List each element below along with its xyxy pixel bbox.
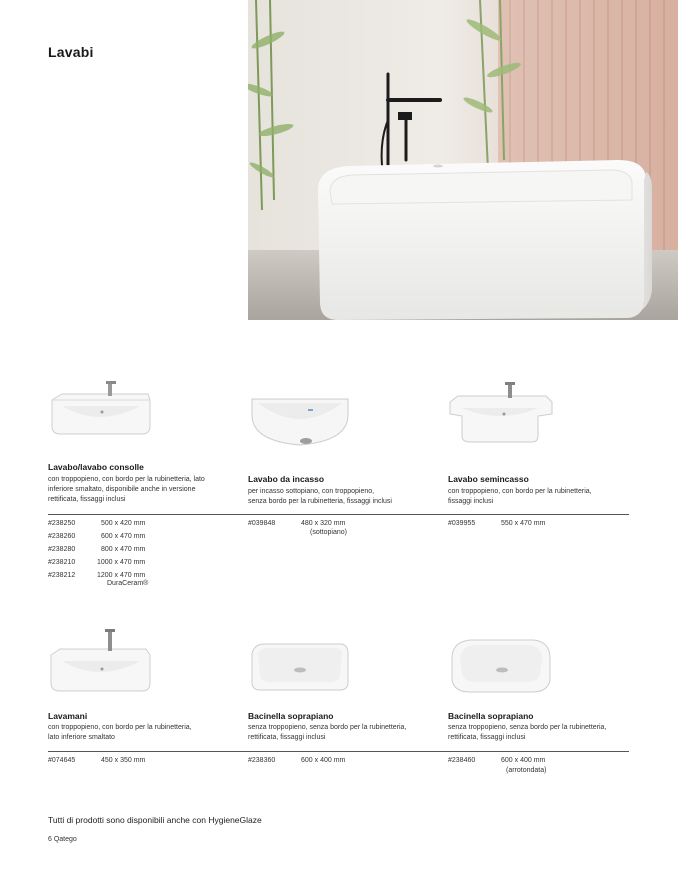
product-description: senza troppopieno, senza bordo per la rubinetteria, rettificata, fissaggi inclusi	[248, 724, 407, 741]
product-name: Lavabo/lavabo consolle	[48, 462, 144, 472]
variant-note: (arrotondata)	[506, 767, 547, 774]
variant-note: (sottopiano)	[310, 529, 347, 536]
product-name: Bacinella soprapiano	[248, 711, 334, 721]
page-number: 6 Qatego	[48, 836, 77, 843]
product-description: con troppopieno, con bordo per la rubinetteria, fissaggi inclusi	[448, 488, 592, 505]
product-description: senza troppopieno, senza bordo per la rubinetteria, rettificata, fissaggi inclusi	[448, 724, 607, 741]
product-name: Lavamani	[48, 711, 88, 721]
undercounter-basin-image	[248, 393, 352, 458]
countertop-basin-image	[248, 636, 352, 699]
washbasin-image	[48, 378, 153, 445]
product-description: per incasso sottopiano, con troppopieno, senza bordo per la rubinetteria, fissaggi inclusi	[248, 488, 392, 505]
product-name: Lavabo da incasso	[248, 474, 325, 484]
divider-line	[48, 514, 629, 515]
product-description: con troppopieno, con bordo per la rubinetteria, lato inferiore smaltato	[48, 724, 192, 741]
rounded-countertop-basin-image	[448, 634, 554, 701]
divider-line	[48, 751, 629, 752]
hand-basin-image	[48, 625, 153, 702]
product-name: Lavabo semincasso	[448, 474, 529, 484]
page-title: Lavabi	[48, 44, 94, 60]
semi-recessed-basin-image	[448, 380, 554, 451]
material-note: DuraCeram®	[107, 580, 149, 587]
footnote: Tutti di prodotti sono disponibili anche con HygieneGlaze	[48, 815, 262, 825]
product-description: con troppopieno, con bordo per la rubinetteria, lato inferiore smaltato, disponibile anche in versione rettificata, fissaggi inclusi	[48, 476, 205, 503]
product-name: Bacinella soprapiano	[448, 711, 534, 721]
hero-bathtub-photo	[248, 0, 678, 320]
